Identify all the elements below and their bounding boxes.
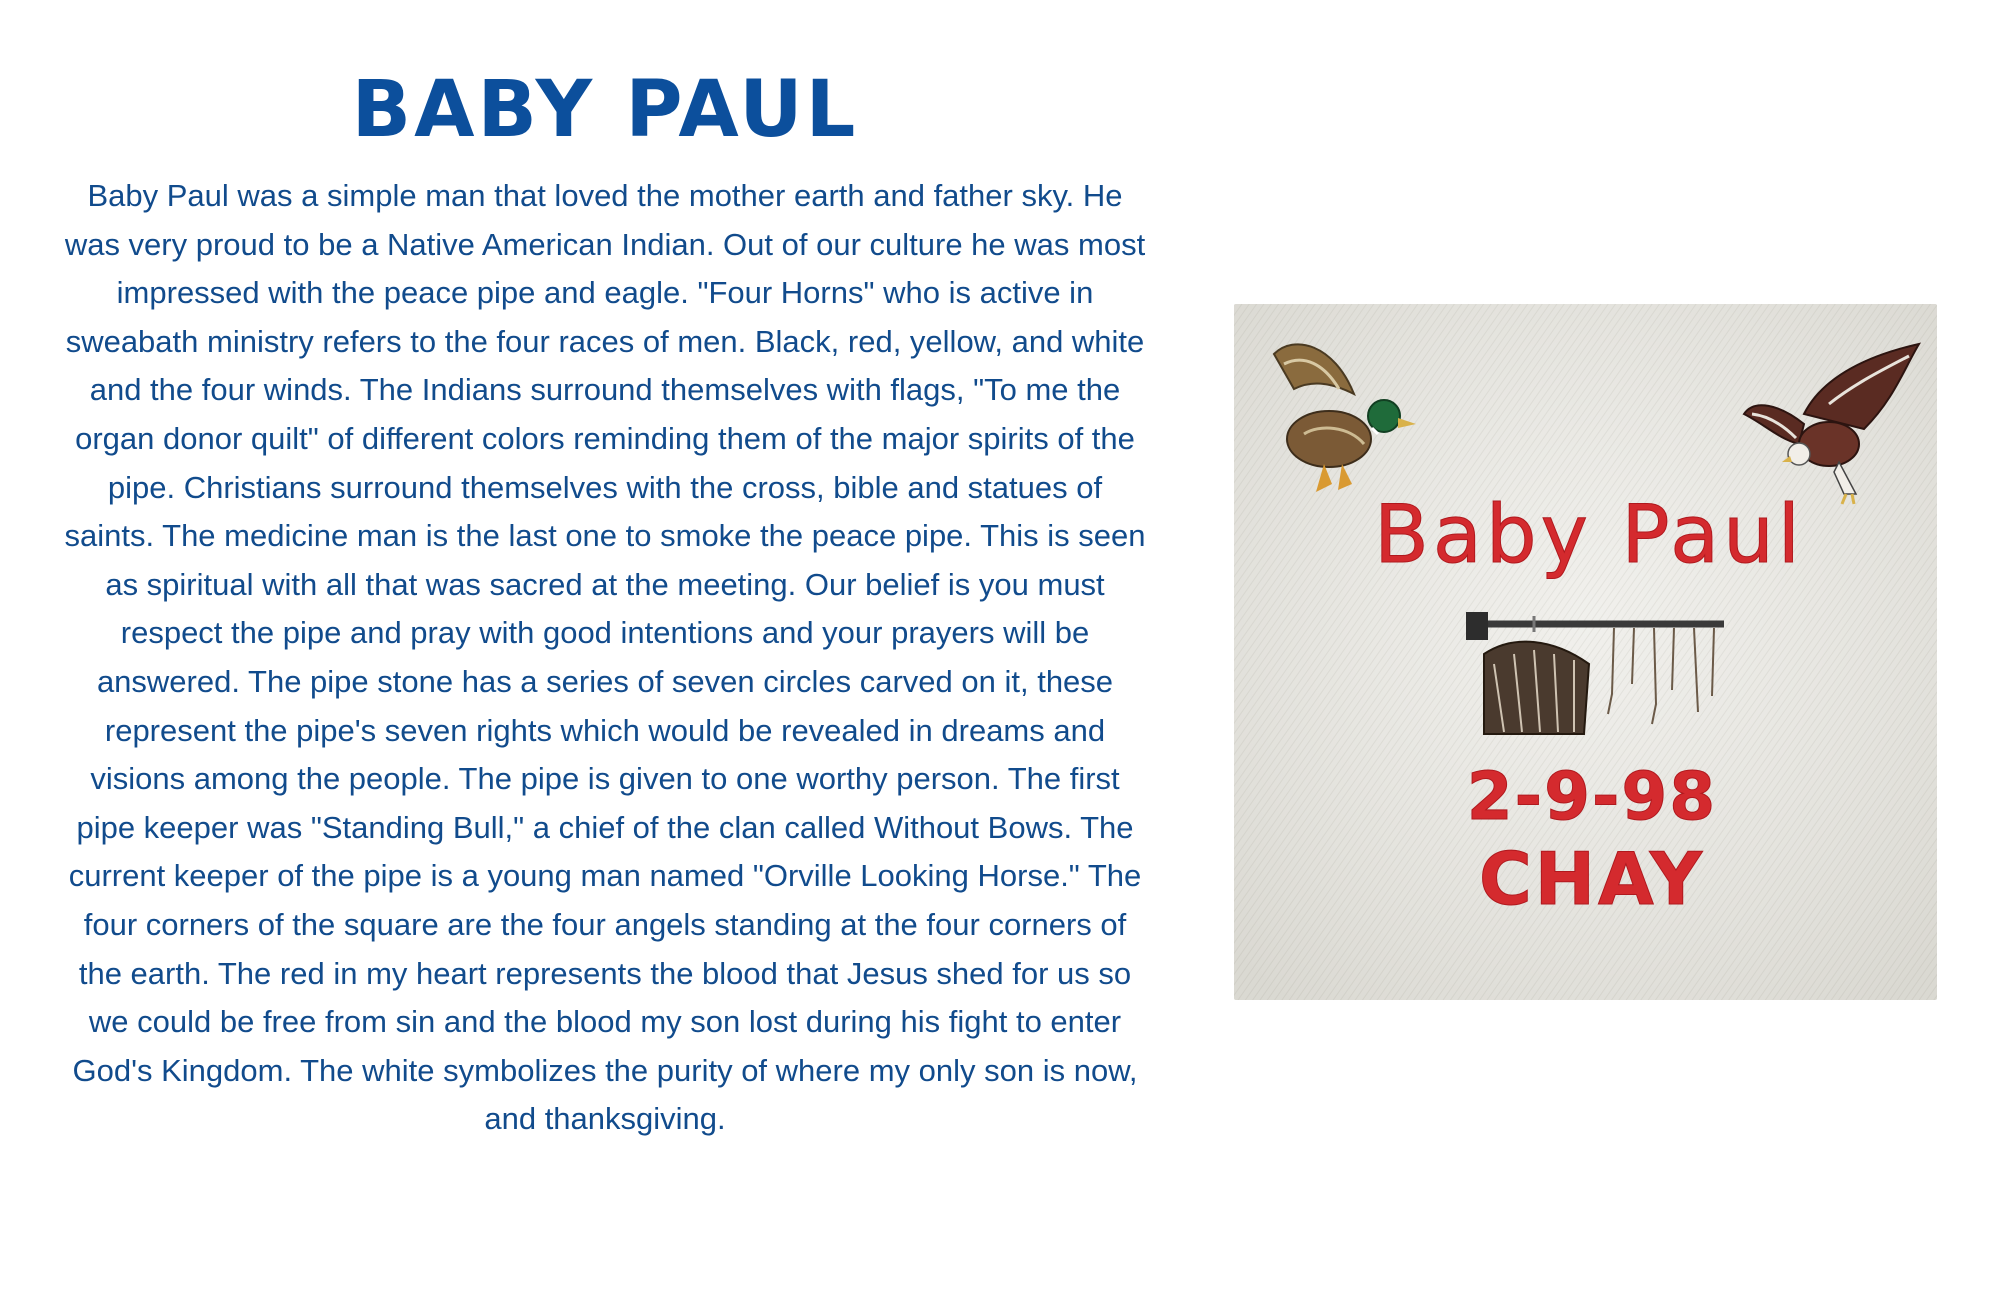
quilt-square-photo xyxy=(1234,304,1937,1000)
quilt-family-name: CHAY xyxy=(1478,837,1706,921)
quilt-name: Baby Paul xyxy=(1373,488,1805,581)
quilt-square-drawing xyxy=(1234,304,1937,1000)
quilt-date: 2-9-98 xyxy=(1466,758,1718,835)
page-title: BABY PAUL xyxy=(351,65,859,155)
story-text: Baby Paul was a simple man that loved the mother earth and father sky. He was very proud to be a Native American Indian. Out of our culture he was most impressed with the peace pipe and eagle. "Four Horns" who is active in sweabath ministry refers to the four races of men. Black, red, yellow, and white and the four winds. The Indians surround themselves with flags, "To me the organ donor quilt" of different colors reminding them of the major spirits of the pipe. Christians surround themselves with the cross, bible and statues of saints. The medicine man is the last one to smoke the peace pipe. This is seen as spiritual with all that was sacred at the meeting. Our belief is you must respect the pipe and pray with good intentions and your prayers will be answered. The pipe stone has a series of seven circles carved on it, these represent the pipe's seven rights which would be revealed in dreams and visions among the people. The pipe is given to one worthy person. The first pipe keeper was "Standing Bull," a chief of the clan called Without Bows. The current keeper of the pipe is a young man named "Orville Looking Horse." The four corners of the square are the four angels standing at the four corners of the earth. The red in my heart represents the blood that Jesus shed for us so we could be free from sin and the blood my son lost during his fight to enter God's Kingdom. The white symbolizes the purity of where my only son is now, and thanksgiving. xyxy=(64,178,1146,1137)
